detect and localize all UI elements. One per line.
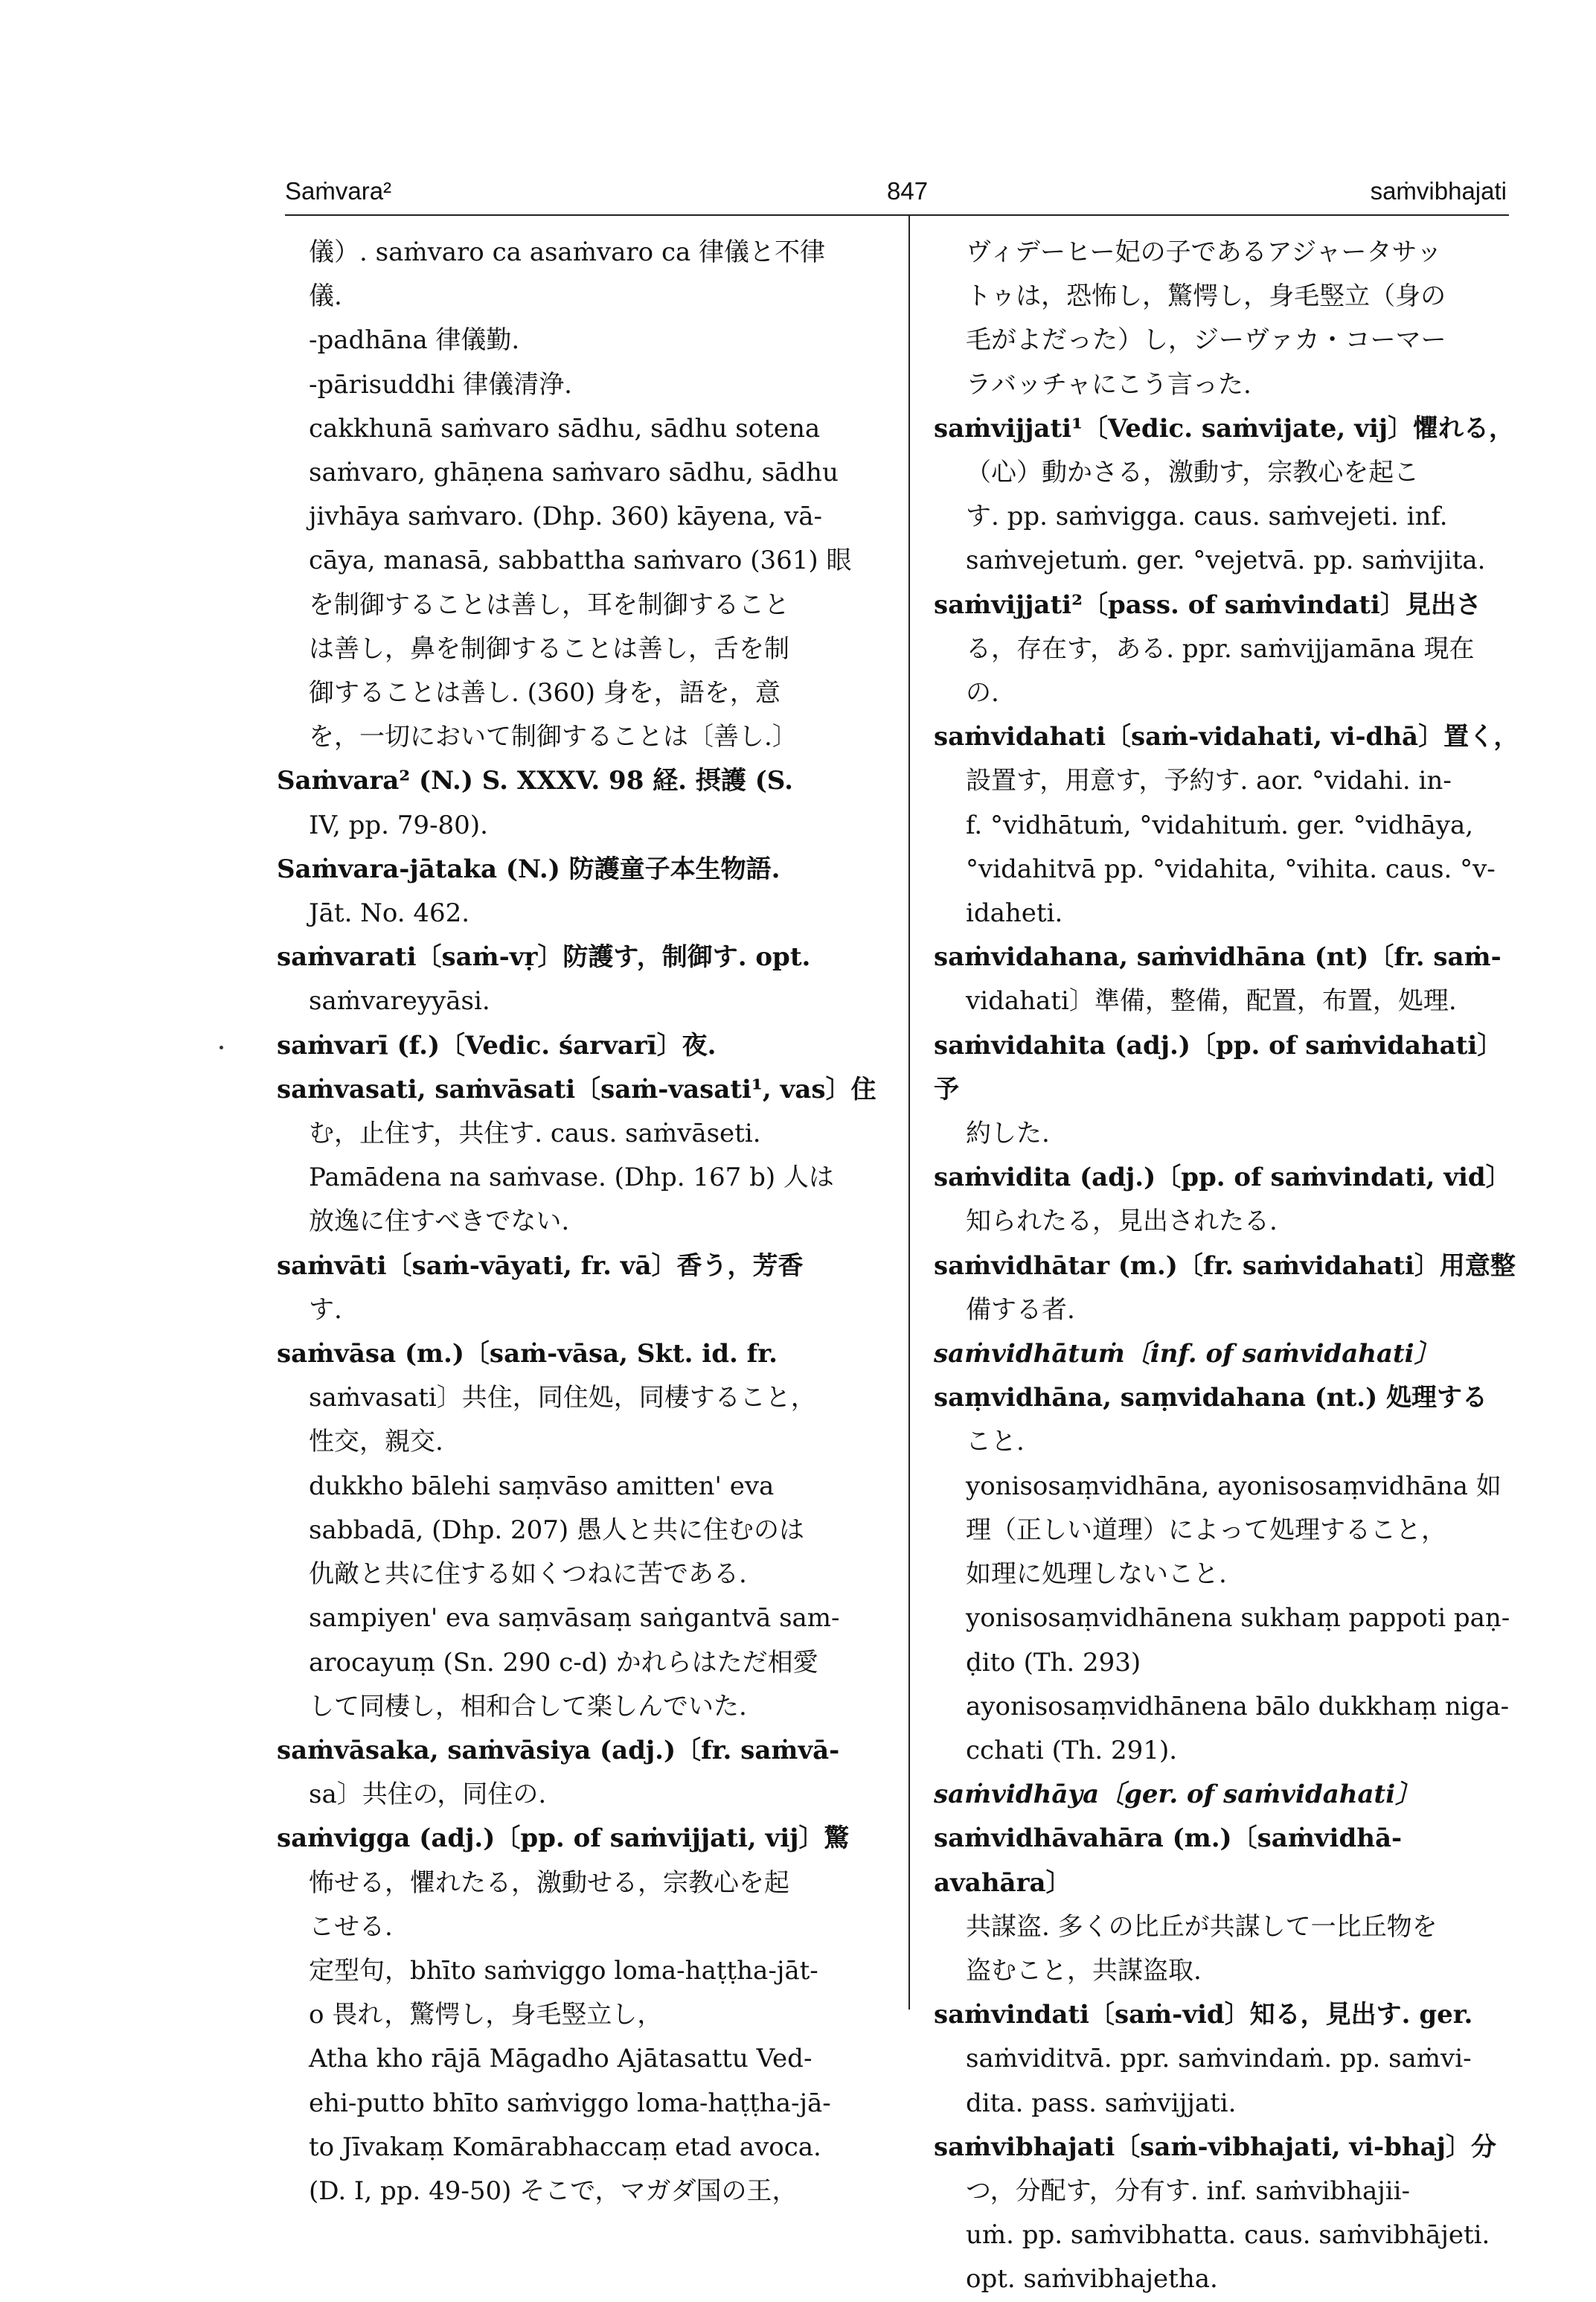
headword-line: saṁvidahati〔saṁ-vidahati, vi-dhā〕置く， [934,722,1519,752]
text-line: vidahati〕準備，整備，配置，布置，処理. [966,986,1457,1017]
text-line: Pamādena na saṁvase. (Dhp. 167 b) 人は [309,1163,834,1193]
margin-mark [219,1046,223,1049]
text-line: dita. pass. saṁvijjati. [966,2088,1237,2118]
text-line: °vidahitvā pp. °vidahita, °vihita. caus. °v- [966,854,1496,884]
text-line: む，止住す，共住す. caus. saṁvāseti. [309,1119,761,1149]
headword-line: saṁvāsaka, saṁvāsiya (adj.)〔fr. saṁvā- [277,1735,840,1765]
text-line: cakkhunā saṁvaro sādhu, sādhu sotena [309,413,821,444]
headword-line: saṁvindati〔saṁ-vid〕知る，見出す. ger. [934,2000,1473,2030]
headword-line: saṁvidhāvahāra (m.)〔saṁvidhā-avahāra〕 [934,1823,1403,1898]
text-line: 理（正しい道理）によって処理すること， [966,1515,1446,1545]
headword-line: saṁvijjati²〔pass. of saṁvindati〕見出さ [934,589,1481,620]
text-line: 御することは善し. (360) 身を，語を，意 [309,678,781,709]
text-line: 仇敵と共に住する如くつねに苦である. [309,1559,747,1590]
text-line: -padhāna 律儀勤. [309,325,520,356]
text-line: 怖せる，懼れたる，激動せる，宗教心を起 [309,1867,789,1898]
text-line: IV, pp. 79-80). [309,810,488,840]
running-head-left: Saṁvara² [285,177,392,205]
headword-line: saṁvarati〔saṁ-vṛ〕防護す，制御す. opt. [277,942,811,973]
text-line: ehi-putto bhīto saṁviggo loma-haṭṭha-jā- [309,2088,831,2118]
headword-line: saṁvāti〔saṁ-vāyati, fr. vā〕香う，芳香 [277,1250,804,1281]
headword-line: saṃvidhāna, saṃvidahana (nt.) 処理する [934,1383,1487,1413]
headword-line: saṁvāsa (m.)〔saṁ-vāsa, Skt. id. fr. [277,1339,778,1369]
text-line: o 畏れ，驚愕し，身毛竪立し， [309,2000,663,2030]
text-line: 儀. [309,281,342,312]
text-line: ḍito (Th. 293) [966,1647,1141,1678]
text-line: ayonisosaṃvidhānena bālo dukkhaṃ niga- [966,1691,1510,1721]
text-line: を制御することは善し，耳を制御すること [309,589,789,620]
text-line: こせる. [309,1911,393,1942]
text-line: dukkho bālehi saṃvāso amitten' eva [309,1471,775,1501]
text-line: 約した. [966,1119,1050,1149]
text-line: こと. [966,1427,1025,1457]
headword-line: saṁvidhāya〔ger. of saṁvidahati〕 [934,1780,1421,1810]
text-line: して同棲し，相和合して楽しんでいた. [309,1691,747,1721]
text-line: 儀）. saṁvaro ca asaṁvaro ca 律儀と不律 [309,237,826,267]
text-line: saṁvejetuṁ. ger. °vejetvā. pp. saṁvijita. [966,546,1486,576]
headword-line: Saṁvara² (N.) S. XXXV. 98 経. 摂護 (S. [277,766,793,796]
text-line: Jāt. No. 462. [309,898,470,929]
text-line: つ，分配す，分有す. inf. saṁvibhajii- [966,2175,1411,2206]
text-line: f. °vidhātuṁ, °vidahituṁ. ger. °vidhāya, [966,810,1474,840]
headword-line: saṁvasati, saṁvāsati〔saṁ-vasati¹, vas〕住 [277,1074,876,1104]
text-line: 放逸に住すべきでない. [309,1206,570,1237]
text-line: (D. I, pp. 49-50) そこで，マガダ国の王， [309,2175,798,2206]
header-rule [285,214,1509,216]
text-line: 定型句，bhīto saṁviggo loma-haṭṭha-jāt- [309,1955,818,1986]
running-head-right: saṁvibhajati [1370,177,1507,205]
text-line: sampiyen' eva saṃvāsaṃ saṅgantvā sam- [309,1603,840,1634]
text-line: ヴィデーヒー妃の子であるアジャータサッ [966,237,1442,267]
text-line: idaheti. [966,898,1063,929]
text-line: cchati (Th. 291). [966,1735,1178,1765]
right-column [934,231,1522,2302]
text-line: す. pp. saṁvigga. caus. saṁvejeti. inf. [966,502,1448,532]
text-line: 設置す，用意す，予約す. aor. °vidahi. in- [966,766,1452,796]
text-line: yonisosaṃvidhānena sukhaṃ pappoti paṇ- [966,1603,1510,1634]
text-line: -pārisuddhi 律儀清浄. [309,369,572,400]
headword-line: saṁvidhātuṁ〔inf. of saṁvidahati〕 [934,1339,1440,1369]
text-line: sa〕共住の，同住の. [309,1780,547,1810]
text-line: saṁvaro, ghāṇena saṁvaro sādhu, sādhu [309,458,839,488]
text-line: saṁviditvā. ppr. saṁvindaṁ. pp. saṁvi- [966,2044,1472,2074]
left-column [277,231,894,2213]
headword-line: saṁvigga (adj.)〔pp. of saṁvijjati, vij〕驚 [277,1823,850,1854]
text-line: jivhāya saṁvaro. (Dhp. 360) kāyena, vā- [309,502,822,532]
headword-line: saṁvidita (adj.)〔pp. of saṁvindati, vid〕 [934,1163,1511,1193]
headword-line: saṁvarī (f.)〔Vedic. śarvarī〕夜. [277,1030,717,1061]
headword-line: saṁvidhātar (m.)〔fr. saṁvidahati〕用意整 [934,1250,1516,1281]
text-line: to Jīvakaṃ Komārabhaccaṃ etad avoca. [309,2132,821,2162]
text-line: 知られたる，見出されたる. [966,1206,1278,1237]
text-line: Atha kho rājā Māgadho Ajātasattu Ved- [309,2044,813,2074]
text-line: sabbadā, (Dhp. 207) 愚人と共に住むのは [309,1515,804,1545]
text-line: す. [309,1294,342,1325]
text-line: は善し，鼻を制御することは善し，舌を制 [309,633,789,664]
text-line: トゥは，恐怖し，驚愕し，身毛竪立（身の [966,281,1446,312]
text-line: を，一切において制御することは〔善し.〕 [309,722,798,752]
text-line: saṁvareyyāsi. [309,986,490,1017]
text-line: yonisosaṃvidhāna, ayonisosaṃvidhāna 如 [966,1471,1502,1501]
text-line: opt. saṁvibhajetha. [966,2264,1218,2295]
text-line: cāya, manasā, sabbattha saṁvaro (361) 眼 [309,546,852,576]
headword-line: saṁvidahita (adj.)〔pp. of saṁvidahati〕予 [934,1030,1503,1104]
text-line: る，存在す，ある. ppr. saṁvijjamāna 現在 [966,633,1475,664]
text-line: uṁ. pp. saṁvibhatta. caus. saṁvibhājeti. [966,2220,1490,2251]
page-number: 847 [887,177,929,205]
text-line: 共謀盗. 多くの比丘が共謀して一比丘物を [966,1911,1438,1942]
headword-line: Saṁvara-jātaka (N.) 防護童子本生物語. [277,854,781,884]
column-divider [908,216,910,2010]
text-line: arocayuṃ (Sn. 290 c-d) かれらはただ相愛 [309,1647,818,1678]
headword-line: saṁvijjati¹〔Vedic. saṁvijate, vij〕懼れる， [934,413,1515,444]
text-line: 盗むこと，共謀盗取. [966,1955,1202,1986]
headword-line: saṁvibhajati〔saṁ-vibhajati, vi-bhaj〕分 [934,2132,1496,2162]
text-line: （心）動かさる，激動す，宗教心を起こ [966,458,1420,488]
text-line: saṁvasati〕共住，同住処，同棲すること， [309,1383,816,1413]
text-line: ラバッチャにこう言った. [966,369,1252,400]
text-line: 毛がよだった）し，ジーヴァカ・コーマー [966,325,1446,356]
text-line: 如理に処理しないこと. [966,1559,1227,1590]
text-line: 備する者. [966,1294,1075,1325]
headword-line: saṁvidahana, saṁvidhāna (nt)〔fr. saṁ- [934,942,1502,973]
text-line: 性交，親交. [309,1427,443,1457]
text-line: の. [966,678,999,709]
